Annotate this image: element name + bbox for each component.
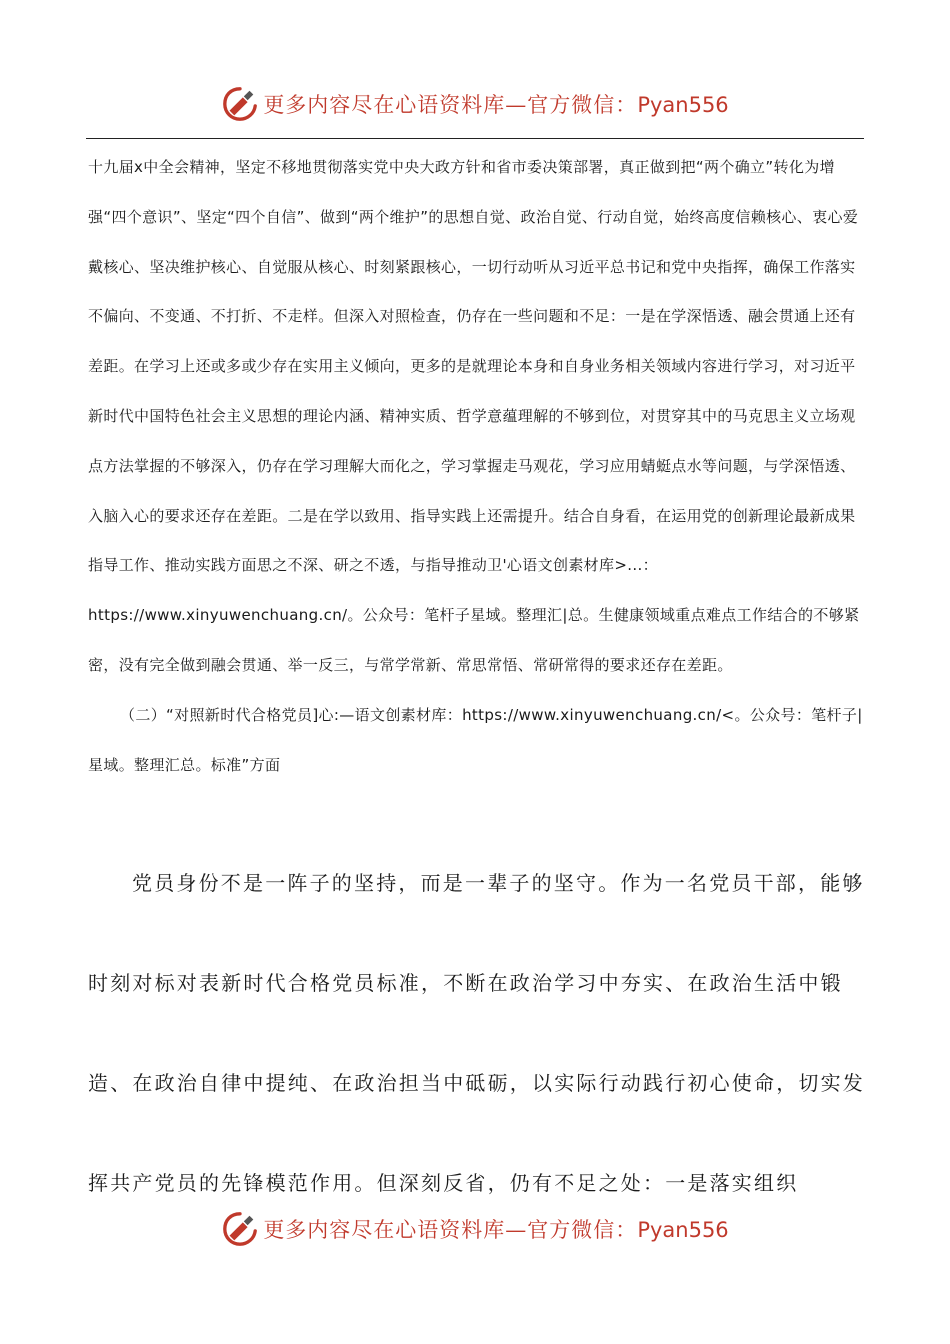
header-watermark (0, 84, 950, 124)
section-heading: （二）“对照新时代合格党员]心:—语文创素材库：https://www.xinyuwenchuang.cn/<。公众号：笔杆子|星域。整理汇总。标准”方面 (88, 705, 863, 774)
header-banner-text: 更多内容尽在心语资料库—官方微信：Pyan556 (263, 93, 729, 117)
document-body-large (88, 833, 868, 1233)
body-paragraph-large: 党员身份不是一阵子的坚持，而是一辈子的坚守。作为一名党员干部，能够时刻对标对表新时代合格党员标准，不断在政治学习中夯实、在政治生活中锻造、在政治自律中提纯、在政治担当中砥砺，以实际行动践行初心使命，切实发挥共产党员的先锋模范作用。但深刻反省，仍有不足之处：一是落实组织 (88, 871, 865, 1195)
footer-banner-text: 更多内容尽在心语资料库—官方微信：Pyan556 (263, 1218, 729, 1242)
logo-icon (221, 85, 259, 123)
logo-icon (221, 1210, 259, 1248)
document-body (88, 143, 868, 790)
body-paragraph: 十九届x中全会精神，坚定不移地贯彻落实党中央大政方针和省市委决策部署，真正做到把“两个确立”转化为增强“四个意识”、坚定“四个自信”、做到“两个维护”的思想自觉、政治自觉、行动自觉，始终高度信赖核心、衷心爱戴核心、坚决维护核心、自觉服从核心、时刻紧跟核心，一切行动听从习近平总书记和党中央指挥，确保工作落实不偏向、不变通、不打折、不走样。但深入对照检查，仍存在一些问题和不足：一是在学深悟透、融会贯通上还有差距。在学习上还或多或少存在实用主义倾向，更多的是就理论本身和自身业务相关领域内容进行学习，对习近平新时代中国特色社会主义思想的理论内涵、精神实质、哲学意蕴理解的不够到位，对贯穿其中的马克思主义立场观点方法掌握的不够深入，仍存在学习理解大而化之，学习掌握走马观花，学习应用蜻蜓点水等问题，与学深悟透、入脑入心的要求还存在差距。二是在学以致用、指导实践上还需提升。结合自身看，在运用党的创新理论最新成果指导工作、推动实践方面思之不深、研之不透，与指导推动卫'心语文创素材库>...：https://www.xinyuwenchuang.cn/。公众号：笔杆子星域。整理汇|总。生健康领域重点难点工作结合的不够紧密，没有完全做到融会贯通、举一反三，与常学常新、常思常悟、常研常得的要求还存在差距。 (88, 158, 860, 674)
header-divider (86, 138, 864, 139)
footer-watermark (0, 1209, 950, 1249)
